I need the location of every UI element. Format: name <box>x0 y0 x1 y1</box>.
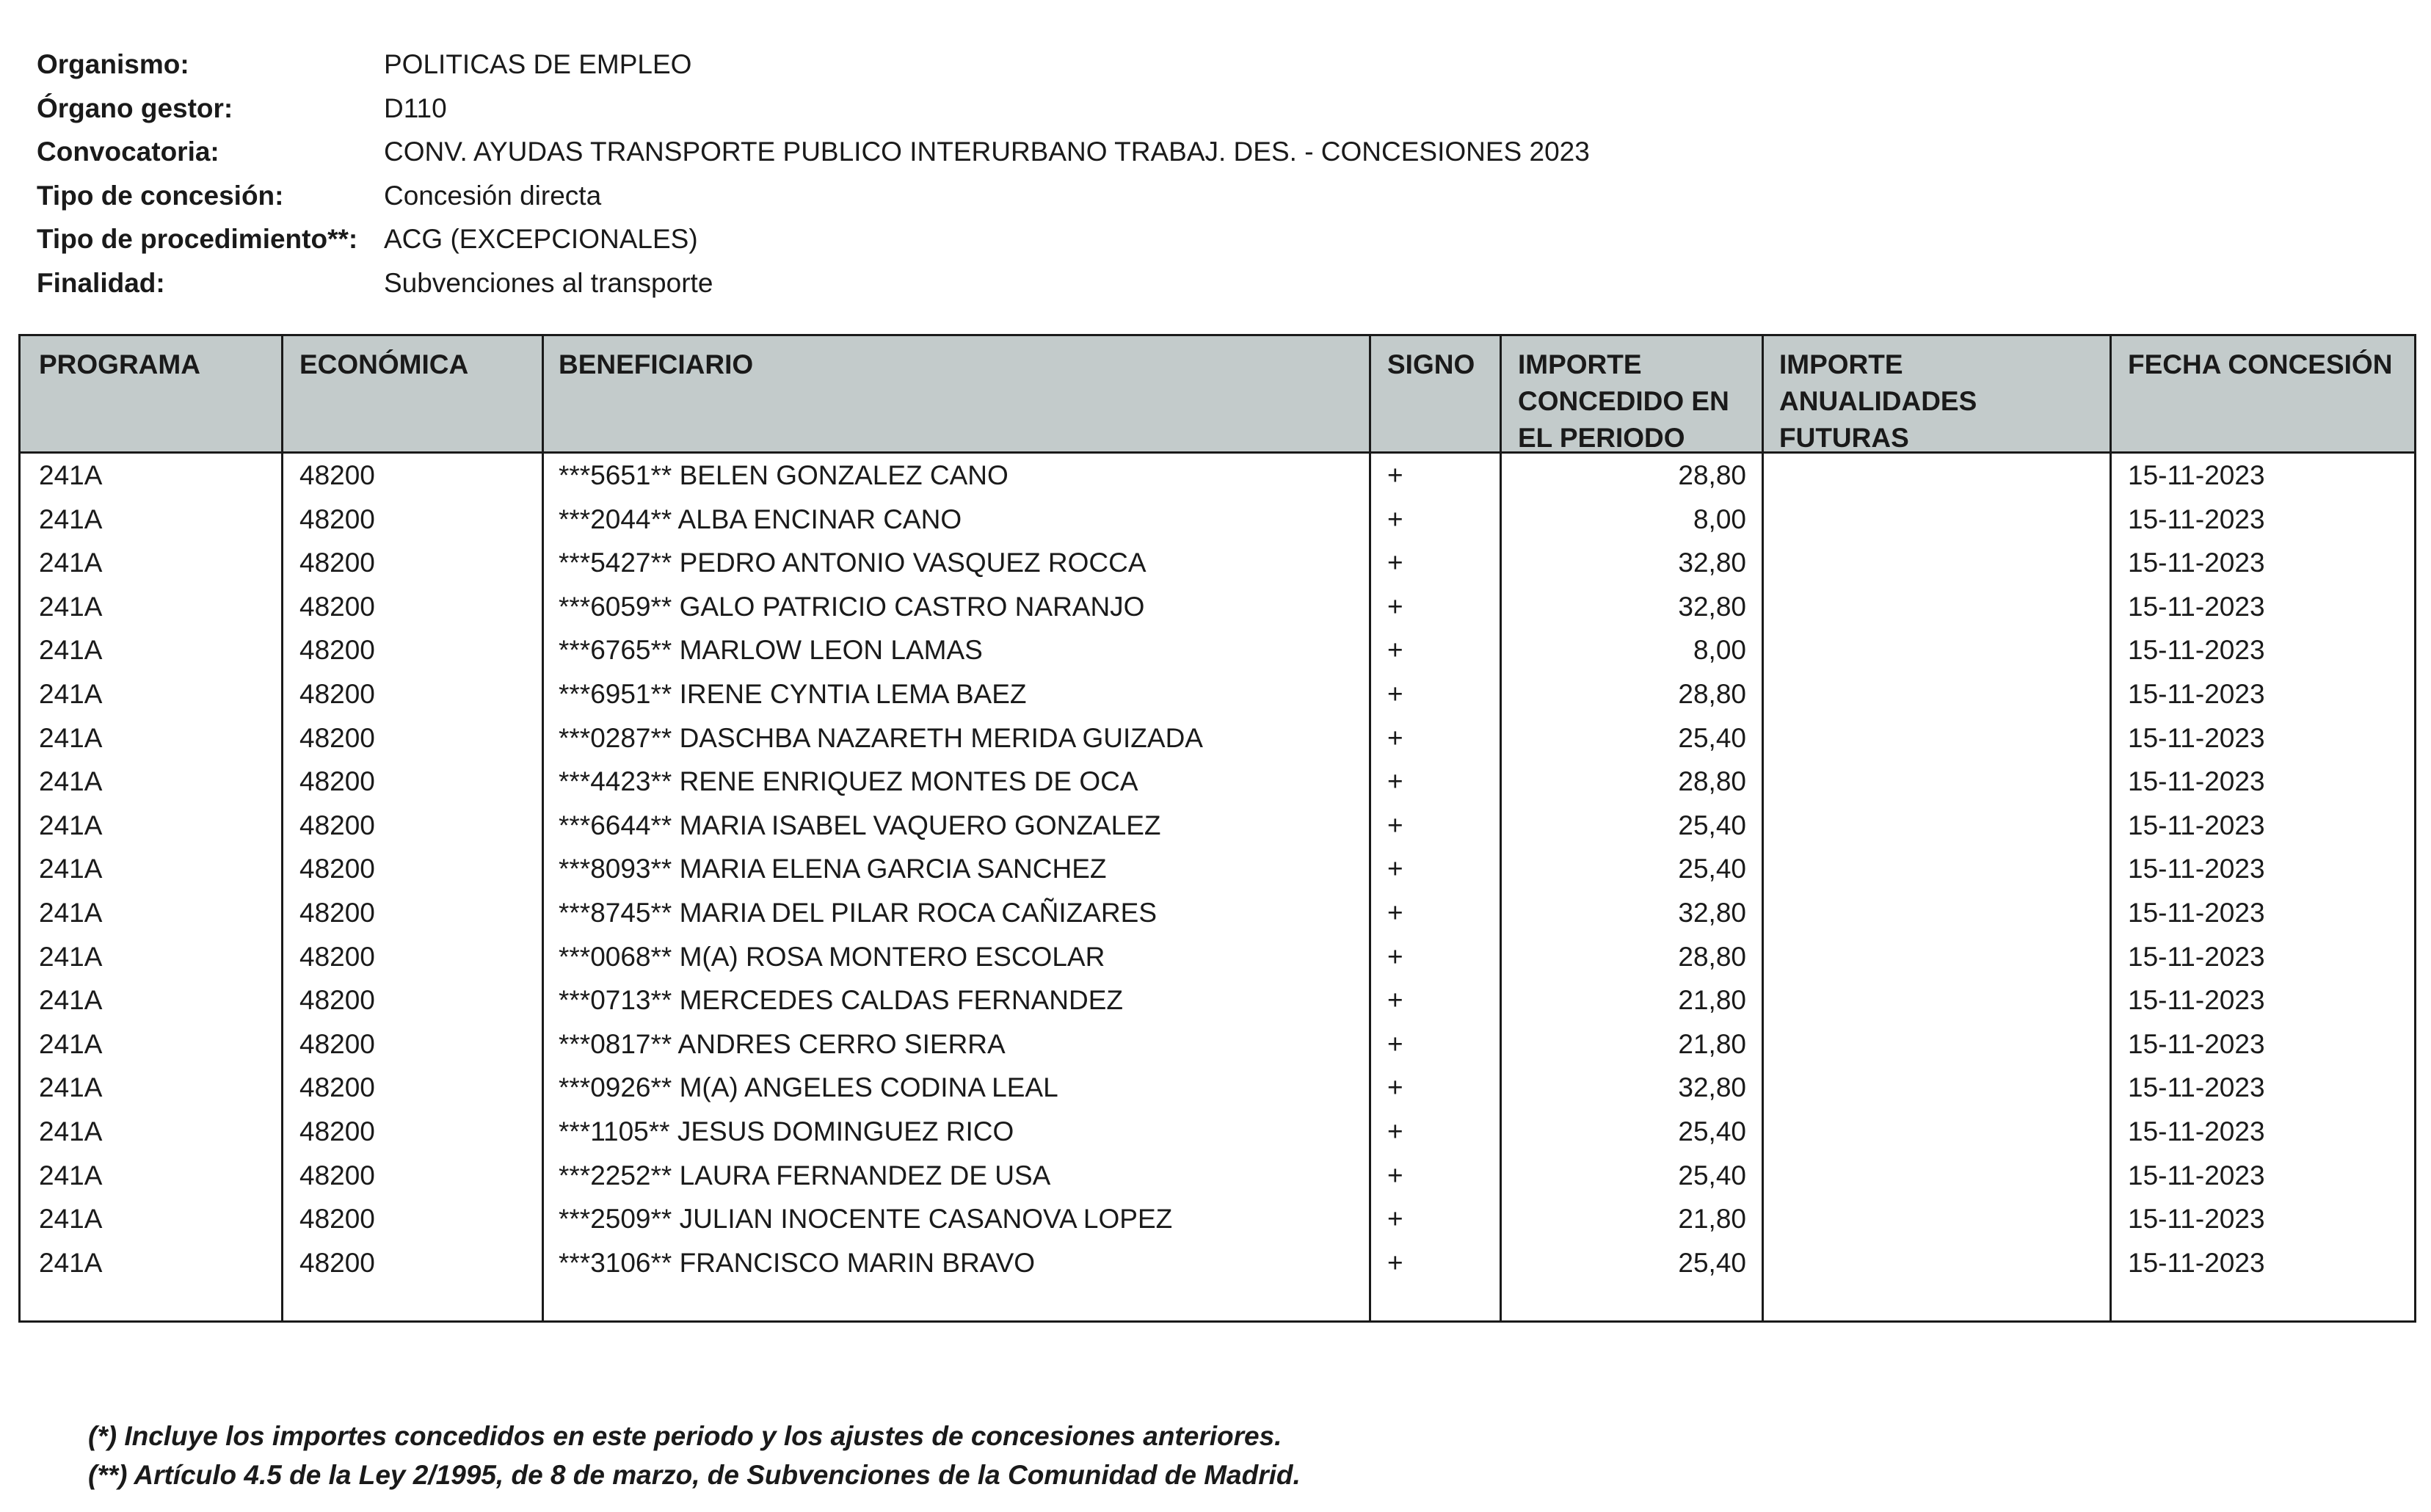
cell-fecha: 15-11-2023 <box>2128 897 2265 928</box>
cell-importe: 28,80 <box>1678 766 1746 797</box>
table-row <box>21 935 2414 979</box>
table-body <box>21 454 2414 1284</box>
meta-label: Finalidad: <box>37 267 165 298</box>
meta-label: Organismo: <box>37 49 189 79</box>
document-header <box>37 43 1590 305</box>
cell-economica: 48200 <box>299 504 375 534</box>
cell-importe: 25,40 <box>1678 1116 1746 1146</box>
cell-economica: 48200 <box>299 1028 375 1059</box>
cell-signo: + <box>1387 985 1403 1016</box>
table-row <box>21 628 2414 672</box>
footnotes <box>88 1417 1301 1494</box>
cell-importe: 21,80 <box>1678 985 1746 1016</box>
cell-importe: 32,80 <box>1678 548 1746 578</box>
table-row <box>21 1197 2414 1241</box>
table-row <box>21 541 2414 585</box>
header-line: EL PERIODO <box>1518 423 1685 453</box>
cell-signo: + <box>1387 1028 1403 1059</box>
cell-importe: 32,80 <box>1678 1072 1746 1103</box>
cell-signo: + <box>1387 897 1403 928</box>
cell-economica: 48200 <box>299 591 375 622</box>
cell-fecha: 15-11-2023 <box>2128 548 2265 578</box>
cell-beneficiario: ***0287** DASCHBA NAZARETH MERIDA GUIZADA <box>559 722 1203 753</box>
table-header <box>21 336 2414 454</box>
cell-programa: 241A <box>39 635 103 666</box>
cell-signo: + <box>1387 766 1403 797</box>
cell-economica: 48200 <box>299 941 375 972</box>
cell-fecha: 15-11-2023 <box>2128 1204 2265 1235</box>
cell-beneficiario: ***0068** M(A) ROSA MONTERO ESCOLAR <box>559 941 1105 972</box>
cell-economica: 48200 <box>299 1204 375 1235</box>
cell-programa: 241A <box>39 810 103 840</box>
cell-programa: 241A <box>39 1204 103 1235</box>
table-row <box>21 847 2414 891</box>
cell-programa: 241A <box>39 854 103 884</box>
meta-row-convocatoria <box>37 130 1590 174</box>
table-row <box>21 978 2414 1022</box>
footnote: (*) Incluye los importes concedidos en este periodo y los ajustes de concesiones anteriores. <box>88 1421 1282 1451</box>
cell-beneficiario: ***6059** GALO PATRICIO CASTRO NARANJO <box>559 591 1145 622</box>
cell-signo: + <box>1387 1072 1403 1103</box>
cell-fecha: 15-11-2023 <box>2128 1247 2265 1278</box>
meta-value: Subvenciones al transporte <box>384 267 713 298</box>
cell-signo: + <box>1387 635 1403 666</box>
header-line: ANUALIDADES <box>1779 386 1977 416</box>
cell-importe: 28,80 <box>1678 678 1746 709</box>
cell-importe: 8,00 <box>1693 504 1746 534</box>
cell-fecha: 15-11-2023 <box>2128 1072 2265 1103</box>
cell-importe: 32,80 <box>1678 897 1746 928</box>
table-row <box>21 672 2414 716</box>
cell-economica: 48200 <box>299 635 375 666</box>
cell-beneficiario: ***6765** MARLOW LEON LAMAS <box>559 635 983 666</box>
cell-fecha: 15-11-2023 <box>2128 460 2265 490</box>
cell-beneficiario: ***8745** MARIA DEL PILAR ROCA CAÑIZARES <box>559 897 1157 928</box>
meta-row-organo-gestor <box>37 87 1590 131</box>
cell-programa: 241A <box>39 548 103 578</box>
cell-fecha: 15-11-2023 <box>2128 678 2265 709</box>
cell-signo: + <box>1387 591 1403 622</box>
cell-importe: 25,40 <box>1678 1247 1746 1278</box>
cell-economica: 48200 <box>299 678 375 709</box>
meta-value: CONV. AYUDAS TRANSPORTE PUBLICO INTERURBANO TRABAJ. DES. - CONCESIONES 2023 <box>384 137 1590 167</box>
cell-economica: 48200 <box>299 1072 375 1103</box>
footnote: (**) Artículo 4.5 de la Ley 2/1995, de 8 de marzo, de Subvenciones de la Comunidad de Madrid. <box>88 1460 1301 1490</box>
cell-importe: 25,40 <box>1678 854 1746 884</box>
meta-label: Convocatoria: <box>37 137 219 167</box>
cell-economica: 48200 <box>299 854 375 884</box>
header-importe-futuras <box>1779 346 1977 457</box>
cell-economica: 48200 <box>299 722 375 753</box>
cell-programa: 241A <box>39 1160 103 1191</box>
cell-fecha: 15-11-2023 <box>2128 591 2265 622</box>
cell-beneficiario: ***6951** IRENE CYNTIA LEMA BAEZ <box>559 678 1027 709</box>
cell-economica: 48200 <box>299 548 375 578</box>
cell-signo: + <box>1387 678 1403 709</box>
cell-signo: + <box>1387 504 1403 534</box>
cell-fecha: 15-11-2023 <box>2128 635 2265 666</box>
cell-economica: 48200 <box>299 985 375 1016</box>
cell-programa: 241A <box>39 985 103 1016</box>
cell-economica: 48200 <box>299 1116 375 1146</box>
cell-importe: 25,40 <box>1678 722 1746 753</box>
cell-programa: 241A <box>39 941 103 972</box>
cell-fecha: 15-11-2023 <box>2128 985 2265 1016</box>
header-line: IMPORTE <box>1518 349 1642 379</box>
cell-signo: + <box>1387 810 1403 840</box>
meta-value: Concesión directa <box>384 180 602 211</box>
cell-programa: 241A <box>39 1028 103 1059</box>
table-row <box>21 1110 2414 1154</box>
meta-value: POLITICAS DE EMPLEO <box>384 49 692 79</box>
cell-fecha: 15-11-2023 <box>2128 810 2265 840</box>
header-importe-concedido <box>1518 346 1729 457</box>
cell-signo: + <box>1387 1160 1403 1191</box>
meta-row-finalidad <box>37 261 1590 305</box>
table-row <box>21 1241 2414 1285</box>
cell-importe: 8,00 <box>1693 635 1746 666</box>
cell-beneficiario: ***8093** MARIA ELENA GARCIA SANCHEZ <box>559 854 1107 884</box>
cell-programa: 241A <box>39 1247 103 1278</box>
cell-importe: 28,80 <box>1678 941 1746 972</box>
meta-row-tipo-procedimiento <box>37 217 1590 261</box>
header-line: CONCEDIDO EN <box>1518 386 1729 416</box>
cell-importe: 21,80 <box>1678 1204 1746 1235</box>
cell-importe: 25,40 <box>1678 810 1746 840</box>
cell-beneficiario: ***2044** ALBA ENCINAR CANO <box>559 504 962 534</box>
cell-signo: + <box>1387 854 1403 884</box>
header-signo: SIGNO <box>1387 349 1475 379</box>
cell-fecha: 15-11-2023 <box>2128 504 2265 534</box>
cell-signo: + <box>1387 460 1403 490</box>
table-row <box>21 1066 2414 1110</box>
meta-label: Tipo de concesión: <box>37 180 284 211</box>
header-line: FUTURAS <box>1779 423 1909 453</box>
table-row <box>21 804 2414 848</box>
table-row <box>21 716 2414 760</box>
meta-row-tipo-concesion <box>37 174 1590 218</box>
table-row <box>21 891 2414 935</box>
meta-value: ACG (EXCEPCIONALES) <box>384 224 698 254</box>
cell-programa: 241A <box>39 504 103 534</box>
cell-beneficiario: ***0713** MERCEDES CALDAS FERNANDEZ <box>559 985 1124 1016</box>
cell-economica: 48200 <box>299 766 375 797</box>
cell-signo: + <box>1387 722 1403 753</box>
cell-signo: + <box>1387 1204 1403 1235</box>
cell-importe: 21,80 <box>1678 1028 1746 1059</box>
cell-signo: + <box>1387 548 1403 578</box>
cell-fecha: 15-11-2023 <box>2128 722 2265 753</box>
cell-beneficiario: ***2252** LAURA FERNANDEZ DE USA <box>559 1160 1051 1191</box>
header-economica: ECONÓMICA <box>299 349 469 379</box>
cell-signo: + <box>1387 1116 1403 1146</box>
table-row <box>21 760 2414 804</box>
cell-economica: 48200 <box>299 1247 375 1278</box>
cell-programa: 241A <box>39 678 103 709</box>
header-beneficiario: BENEFICIARIO <box>559 349 754 379</box>
cell-beneficiario: ***2509** JULIAN INOCENTE CASANOVA LOPEZ <box>559 1204 1173 1235</box>
table-row <box>21 454 2414 498</box>
cell-fecha: 15-11-2023 <box>2128 1116 2265 1146</box>
cell-beneficiario: ***0817** ANDRES CERRO SIERRA <box>559 1028 1006 1059</box>
meta-label: Órgano gestor: <box>37 92 233 123</box>
cell-programa: 241A <box>39 1072 103 1103</box>
cell-importe: 32,80 <box>1678 591 1746 622</box>
meta-row-organismo <box>37 43 1590 87</box>
cell-programa: 241A <box>39 1116 103 1146</box>
cell-importe: 28,80 <box>1678 460 1746 490</box>
cell-programa: 241A <box>39 460 103 490</box>
cell-beneficiario: ***4423** RENE ENRIQUEZ MONTES DE OCA <box>559 766 1138 797</box>
header-programa: PROGRAMA <box>39 349 200 379</box>
cell-fecha: 15-11-2023 <box>2128 941 2265 972</box>
cell-signo: + <box>1387 941 1403 972</box>
table-row <box>21 585 2414 629</box>
cell-economica: 48200 <box>299 810 375 840</box>
cell-economica: 48200 <box>299 460 375 490</box>
cell-fecha: 15-11-2023 <box>2128 1160 2265 1191</box>
cell-economica: 48200 <box>299 897 375 928</box>
cell-beneficiario: ***5651** BELEN GONZALEZ CANO <box>559 460 1009 490</box>
cell-programa: 241A <box>39 591 103 622</box>
concessions-table <box>18 334 2416 1323</box>
header-line: IMPORTE <box>1779 349 1903 379</box>
cell-beneficiario: ***6644** MARIA ISABEL VAQUERO GONZALEZ <box>559 810 1161 840</box>
meta-value: D110 <box>384 92 447 123</box>
table-row <box>21 1154 2414 1198</box>
table-row <box>21 1022 2414 1066</box>
cell-beneficiario: ***0926** M(A) ANGELES CODINA LEAL <box>559 1072 1058 1103</box>
cell-economica: 48200 <box>299 1160 375 1191</box>
cell-fecha: 15-11-2023 <box>2128 854 2265 884</box>
cell-importe: 25,40 <box>1678 1160 1746 1191</box>
cell-programa: 241A <box>39 722 103 753</box>
meta-label: Tipo de procedimiento**: <box>37 224 358 254</box>
cell-programa: 241A <box>39 766 103 797</box>
cell-programa: 241A <box>39 897 103 928</box>
cell-signo: + <box>1387 1247 1403 1278</box>
header-fecha-concesion: FECHA CONCESIÓN <box>2128 349 2393 379</box>
cell-beneficiario: ***5427** PEDRO ANTONIO VASQUEZ ROCCA <box>559 548 1147 578</box>
cell-fecha: 15-11-2023 <box>2128 766 2265 797</box>
table-row <box>21 498 2414 542</box>
cell-fecha: 15-11-2023 <box>2128 1028 2265 1059</box>
cell-beneficiario: ***3106** FRANCISCO MARIN BRAVO <box>559 1247 1036 1278</box>
cell-beneficiario: ***1105** JESUS DOMINGUEZ RICO <box>559 1116 1014 1146</box>
